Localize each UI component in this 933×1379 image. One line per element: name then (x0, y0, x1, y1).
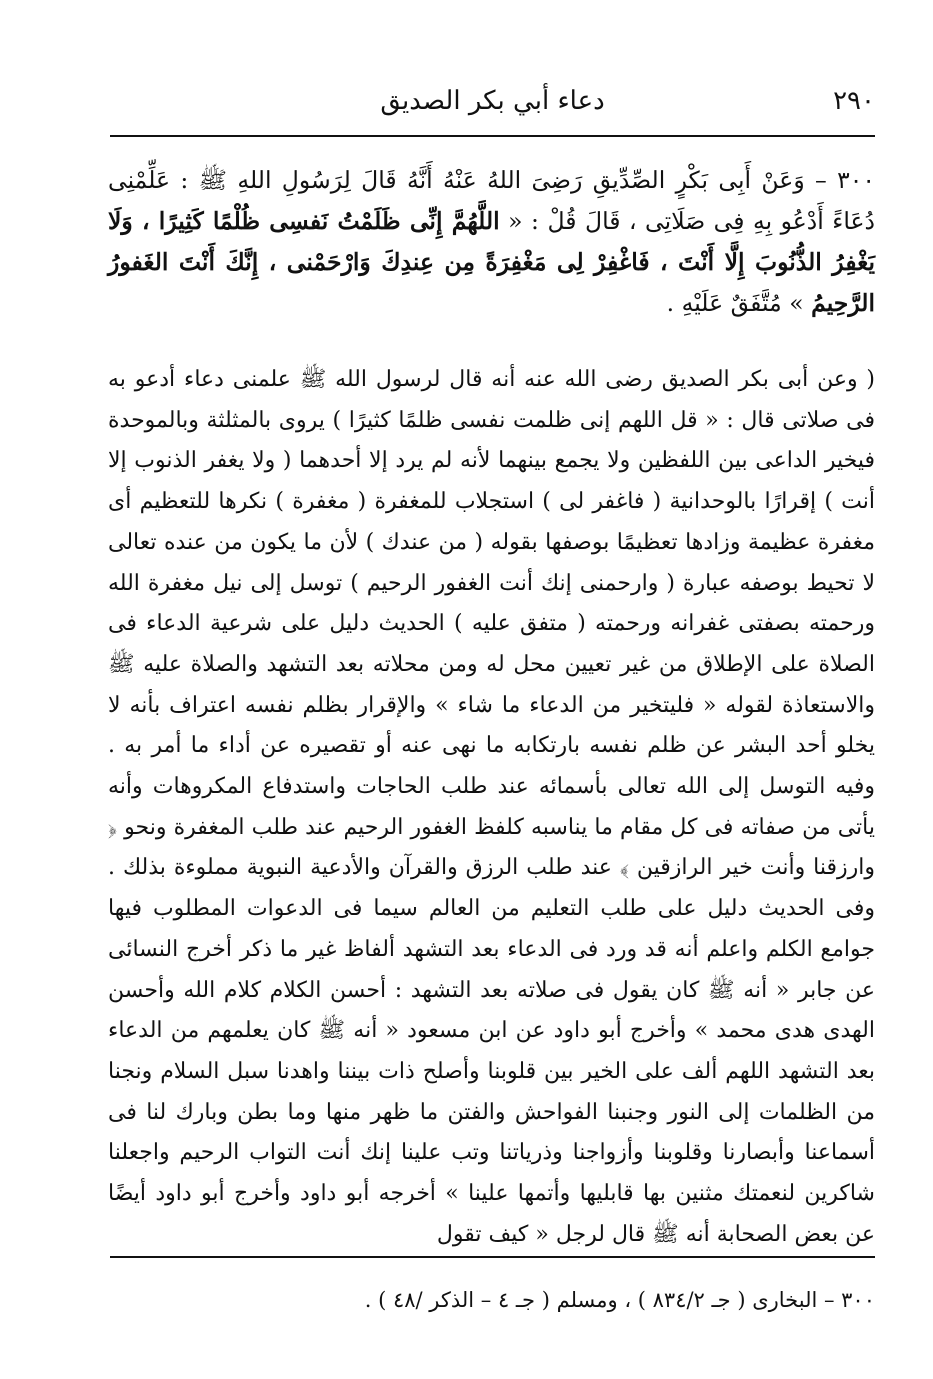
commentary-text: ( وعن أبى بكر الصديق رضى الله عنه أنه قال لرسول الله ﷺ علمنى دعاء أدعو به فى صلاتى قال : « قل اللهم إنى ظلمت نفسى ظلمًا كثيرًا ) يروى بالمثلثة وبالموحدة فيخير الداعى بين اللفظين ولا يجمع بينهما لأنه لم يرد إلا أحدهما ( ولا يغفر الذنوب إلا أنت ) إقرارًا بالوحدانية ( فاغفر لى ) استجلاب للمغفرة ( مغفرة ) نكرها للتعظيم أى مغفرة عظيمة وزادها تعظيمًا بوصفها بقوله ( من عندك ) لأن ما يكون من عنده تعالى لا تحيط بوصفه عبارة ( وارحمنى إنك أنت الغفور الرحيم ) توسل إلى نيل مغفرة الله ورحمته بصفتى غفرانه ورحمته ( متفق عليه ) الحديث دليل على شرعية الدعاء فى الصلاة على الإطلاق من غير تعيين محل له ومن محلاته بعد التشهد والصلاة عليه ﷺ والاستعاذة لقوله « فليتخير من الدعاء ما شاء » والإقرار بظلم نفسه اعتراف بأنه لا يخلو أحد البشر عن ظلم نفسه بارتكابه ما نهى عنه أو تقصيره عن أداء ما أمر به . وفيه التوسل إلى الله تعالى بأسمائه عند طلب الحاجات واستدفاع المكروهات وأنه يأتى من صفاته فى كل مقام ما يناسبه كلفظ الغفور الرحيم عند طلب المغفرة ونحو ﴿ وارزقنا وأنت خير الرازقين ﴾ عند طلب الرزق والقرآن والأدعية النبوية مملوءة بذلك . وفى الحديث دليل على طلب التعليم من العالم سيما فى الدعوات المطلوب فيها جوامع الكلم واعلم أنه قد ورد فى الدعاء بعد التشهد ألفاظ غير ما ذكر أخرج النسائى عن جابر « أنه ﷺ كان يقول فى صلاته بعد التشهد : أحسن الكلام كلام الله وأحسن الهدى هدى محمد » وأخرج أبو داود عن ابن مسعود « أنه ﷺ كان يعلمهم من الدعاء بعد التشهد اللهم ألف على الخير بين قلوبنا وأصلح ذات بيننا واهدنا سبل السلام ونجنا من الظلمات إلى النور وجنبنا الفواحش والفتن ما ظهر منها وما بطن وبارك لنا فى أسماعنا وأبصارنا وقلوبنا وأزواجنا وذرياتنا وتب علينا إنك أنت التواب الرحيم واجعلنا شاكرين لنعمتك مثنين بها قابليها وأتمها علينا » أخرجه أبو داود وأخرج أبو داود أيضًا عن بعض الصحابة أنه ﷺ قال لرجل « كيف تقول (108, 367, 875, 1247)
hadith-supplication: اللَّهُمَّ إِنِّى ظَلَمْتُ نَفسِى ظُلْمًا كَثِيرًا ، وَلَا يَغْفِرُ الذُّنُوبَ إِلَّا أَنْتَ ، فَاغْفِرْ لِى مَغْفِرَةً مِن عِندِكَ وَارْحَمْنى ، إِنَّكَ أَنْتَ الغَفورُ الرَّحِيمُ (108, 207, 875, 317)
footnote-divider (110, 1256, 875, 1258)
hadith-intro: ٣٠٠ – وَعَنْ أَبِى بَكْرٍ الصِّدِّيقِ رَضِىَ اللهُ عَنْهُ أَنَّهُ قَالَ لِرَسُولِ اللهِ ﷺ : عَلِّمْنِى دُعَاءً أَدْعُو بِهِ فِى صَلَاتِى ، قَالَ قُلْ : « (108, 166, 875, 235)
hadith-text (108, 160, 875, 324)
header-divider (110, 135, 875, 137)
running-title: دعاء أبي بكر الصديق (380, 86, 605, 116)
footnote: ٣٠٠ – البخارى ( جـ ٨٣٤/٢ ) ، ومسلم ( جـ ٤ – الذكر /٤٨ ) . (364, 1288, 875, 1312)
page-number: ٢٩٠ (833, 86, 875, 116)
page-header (110, 82, 875, 132)
hadith-closing: » مُتَّفَقٌ عَلَيْهِ . (666, 289, 804, 317)
